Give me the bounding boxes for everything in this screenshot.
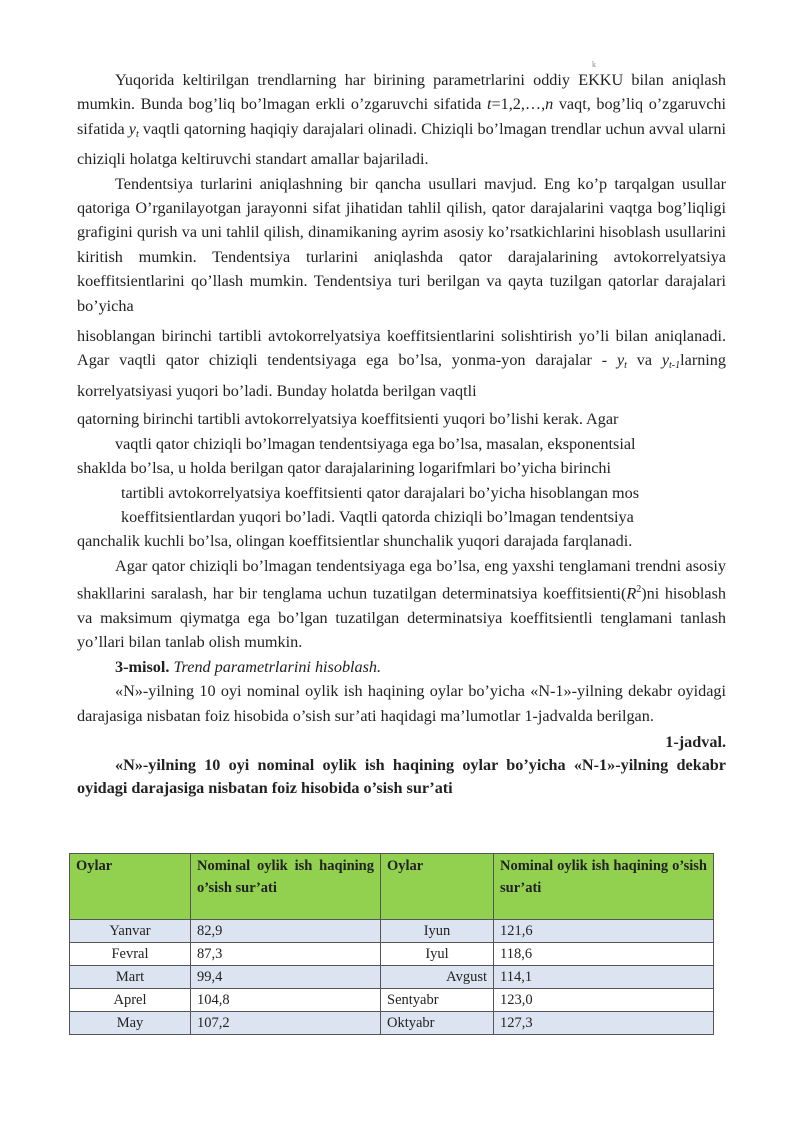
paragraph-6: shaklda bo’lsa, u holda berilgan qator darajalarining logarifmlari bo’yicha birinchi	[77, 459, 612, 478]
month-cell: Iyun	[381, 920, 494, 943]
data-table	[69, 853, 714, 1035]
paragraph-9: qanchalik kuchli bo’lsa, olingan koeffitsientlar shunchalik yuqori darajada farqlanadi.	[77, 532, 633, 551]
paragraph-10: Agar qator chiziqli bo’lmagan tendentsiyaga ega bo’lsa, eng yaxshi tenglamani trendni asosiy shakllarini saralash, har bir tenglama uchun tuzatilgan determinatsiya $koeffitsienti(R^2)ni$ hisoblash va maksimum qiymatga ega bo’lgan tuzatilgan determinatsiya koeffitsientli tenglamani tanlash yo’llari bilan tanlab olish mumkin.	[77, 556, 726, 652]
paragraph-5: vaqtli qator chiziqli bo’lmagan tendentsiyaga ega bo’lsa, masalan, eksponentsial	[115, 434, 636, 453]
value-cell: 123,0	[494, 989, 714, 1012]
value-cell: 114,1	[494, 966, 714, 989]
value-cell: 104,8	[191, 989, 381, 1012]
month-cell: Sentyabr	[381, 989, 494, 1012]
table-row	[70, 989, 714, 1012]
paragraph-11: «N»-yilning 10 oyi nominal oylik ish haqining oylar bo’yicha «N-1»-yilning dekabr oyidagi darajasiga nisbatan foiz hisobida o’sish sur’ati haqidagi ma’lumotlar 1-jadvalda berilgan.	[77, 682, 726, 725]
table-title: «N»-yilning 10 oyi nominal oylik ish haqining oylar bo’yicha «N-1»-yilning dekabr oyidagi darajasiga nisbatan foiz hisobida o’sish sur’ati	[77, 756, 726, 798]
paragraph-7: tartibli avtokorrelyatsiya koeffitsienti qator darajalari bo’yicha hisoblangan mos	[121, 483, 639, 502]
month-cell: May	[70, 1012, 191, 1035]
header-month-1: Oylar	[70, 854, 191, 920]
value-cell: 121,6	[494, 920, 714, 943]
value-cell: 82,9	[191, 920, 381, 943]
table-row	[70, 1012, 714, 1035]
month-cell: Iyul	[381, 943, 494, 966]
month-cell: Fevral	[70, 943, 191, 966]
document-body	[77, 68, 726, 800]
table-row	[70, 920, 714, 943]
value-cell: 118,6	[494, 943, 714, 966]
month-cell: Avgust	[381, 966, 494, 989]
page-mark: k	[592, 60, 596, 69]
paragraph-3: hisoblangan birinchi tartibli avtokorrelyatsiya koeffitsientlarini solishtirish yo’li bilan aniqlanadi. Agar vaqtli qator chiziqli tendentsiyaga ega bo’lsa, yonma-yon darajalar - $y_t$ va $y_{t-1}larning$ korrelyatsiyasi yuqori bo’ladi. Bunday holatda berilgan vaqtli	[77, 327, 726, 400]
paragraph-2: Tendentsiya turlarini aniqlashning bir qancha usullari mavjud. Eng ko’p tarqalgan usullar qatoriga O’rganilayotgan jarayonni sifat jihatidan tahlil qilish, qator darajalarini vaqtga bog’liqligi grafigini qurish va uni tahlil qilish, dinamikaning ayrim asosiy ko’rsatkichlarini hisoblash usullarini kiritish mumkin. Tendentsiya turlarini aniqlashda qator darajalarining avtokorrelyatsiya koeffitsientlarini qo’llash mumkin. Tendentsiya turi berilgan va qayta tuzilgan qatorlar darajalari bo’yicha	[77, 174, 726, 315]
table-label: 1-jadval.	[665, 732, 726, 751]
paragraph-8: koeffitsientlardan yuqori bo’ladi. Vaqtli qatorda chiziqli bo’lmagan tendentsiya	[121, 507, 634, 526]
month-cell: Oktyabr	[381, 1012, 494, 1035]
table-row	[70, 943, 714, 966]
header-growth-2: Nominal oylik ish haqining o’sish sur’ati	[494, 854, 714, 920]
paragraph-1: Yuqorida keltirilgan trendlarning har birining parametrlarini oddiy EKKU bilan aniqlash mumkin. Bunda bog’liq bo’lmagan erkli o’zgaruvchi sifatida t=1,2,…,n vaqt, bog’liq o’zgaruvchi sifatida $y_t$ vaqtli qatorning haqiqiy darajalari olinadi. Chiziqli bo’lmagan trendlar uchun avval ularni chiziqli holatga keltiruvchi standart amallar bajariladi.	[77, 71, 726, 169]
example-heading: 3-misol. Trend parametrlarini hisoblash.	[115, 657, 382, 676]
value-cell: 99,4	[191, 966, 381, 989]
header-month-2: Oylar	[381, 854, 494, 920]
table-header-row	[70, 854, 714, 920]
value-cell: 127,3	[494, 1012, 714, 1035]
header-growth-1: Nominal oylik ish haqining o’sish sur’ati	[191, 854, 381, 920]
month-cell: Yanvar	[70, 920, 191, 943]
month-cell: Aprel	[70, 989, 191, 1012]
value-cell: 107,2	[191, 1012, 381, 1035]
month-cell: Mart	[70, 966, 191, 989]
table-row	[70, 966, 714, 989]
value-cell: 87,3	[191, 943, 381, 966]
paragraph-4: qatorning birinchi tartibli avtokorrelyatsiya koeffitsienti yuqori bo’lishi kerak. Agar	[77, 410, 619, 429]
